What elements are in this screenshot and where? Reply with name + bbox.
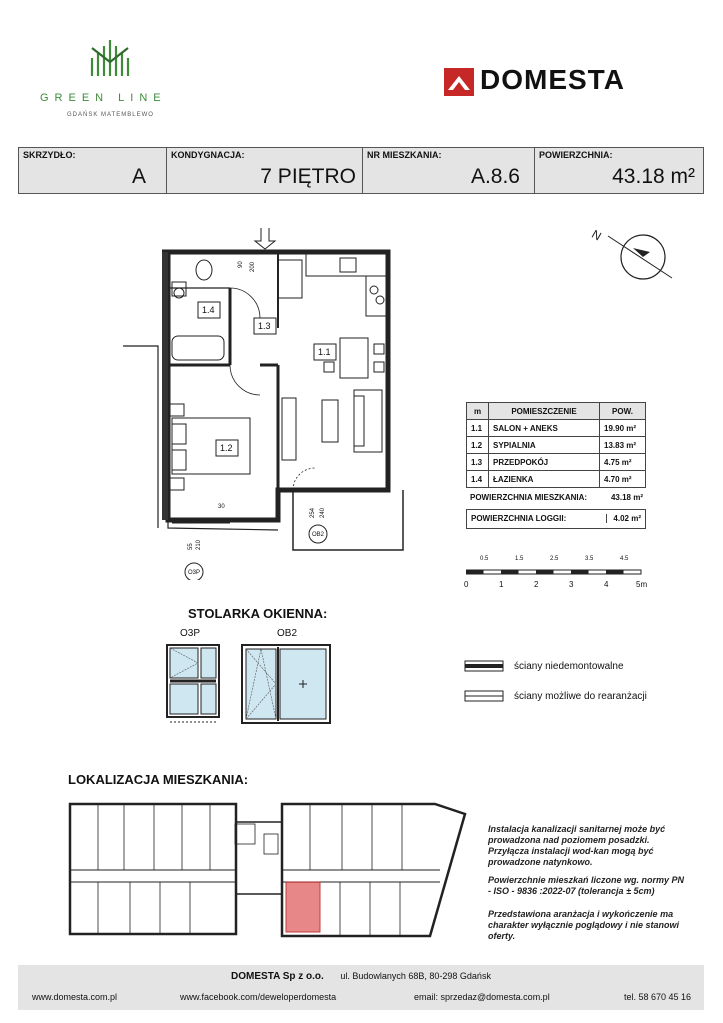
window-o3p-label: O3P <box>180 628 201 639</box>
scale-top-tick: 4.5 <box>620 556 629 562</box>
table-row <box>467 420 646 437</box>
col-header-number: m <box>467 403 489 420</box>
loggia-area-label: POWIERZCHNIA LOGGII: <box>471 514 567 523</box>
domesta-brand: DOMESTA <box>480 64 625 95</box>
wing-label: SKRZYDŁO: <box>23 150 76 160</box>
legend-movable-wall-label: ściany możliwe do rearanżacji <box>514 691 647 702</box>
table-row <box>467 437 646 454</box>
scale-bottom-tick: 3 <box>569 580 574 589</box>
legend <box>464 656 694 710</box>
note-sewage: Instalacja kanalizacji sanitarnej może być prowadzona nad poziomem posadzki. Przyłącza instalacji wod-kan mogą być prowadzone natynkowo. <box>488 824 666 867</box>
room-area: 19.90 m² <box>600 420 646 437</box>
floor-label: KONDYGNACJA: <box>171 150 245 160</box>
room-label-1-3: 1.3 <box>258 321 271 331</box>
room-label-1-2: 1.2 <box>220 443 233 453</box>
apartment-location-highlight <box>286 882 320 932</box>
scale-bottom-tick: 2 <box>534 580 539 589</box>
dim-200: 200 <box>250 261 256 272</box>
dim-90: 90 <box>238 261 244 268</box>
area-value: 43.18 m² <box>612 165 695 188</box>
window-ob2-drawing <box>241 644 333 728</box>
scale-top-tick: 1.5 <box>515 556 524 562</box>
greenline-logo <box>20 30 200 125</box>
col-header-room: POMIESZCZENIE <box>489 403 600 420</box>
scale-bottom-tick: 1 <box>499 580 504 589</box>
room-name: SYPIALNIA <box>489 437 600 454</box>
room-name: PRZEDPOKÓJ <box>489 454 600 471</box>
window-ob2-label: OB2 <box>277 628 298 639</box>
scale-bottom-tick: 4 <box>604 580 609 589</box>
room-area: 4.75 m² <box>600 454 646 471</box>
room-table-header <box>467 403 646 420</box>
dim-254: 254 <box>310 507 316 518</box>
entrance-arrow-icon <box>255 228 275 249</box>
loggia-area-value: 4.02 m² <box>606 514 641 523</box>
footer-phone: tel. 58 670 45 16 <box>624 992 692 1002</box>
room-name: SALON + ANEKS <box>489 420 600 437</box>
location-title: LOKALIZACJA MIESZKANIA: <box>68 772 249 787</box>
legend-fixed-wall-label: ściany niedemontowalne <box>514 661 624 672</box>
total-area-label: POWIERZCHNIA MIESZKANIA: <box>470 493 588 502</box>
domesta-logo <box>444 66 694 102</box>
footer-facebook[interactable]: www.facebook.com/deweloperdomesta <box>180 992 337 1002</box>
room-number: 1.4 <box>467 471 489 488</box>
dim-210: 210 <box>196 539 202 550</box>
area-label: POWIERZCHNIA: <box>539 150 613 160</box>
floor-cell <box>167 148 363 193</box>
wing-cell <box>19 148 167 193</box>
window-o3p-drawing <box>166 644 220 724</box>
footer-company: DOMESTA Sp z o.o. <box>231 971 324 982</box>
room-number: 1.1 <box>467 420 489 437</box>
tag-ob2: OB2 <box>312 532 325 538</box>
scale-bar <box>462 556 662 594</box>
windows-title: STOLARKA OKIENNA: <box>188 606 328 621</box>
total-area-value: 43.18 m² <box>610 493 643 502</box>
room-area: 13.83 m² <box>600 437 646 454</box>
scale-bottom-tick: 0 <box>464 580 469 589</box>
apartment-number-cell <box>363 148 535 193</box>
scale-top-tick: 2.5 <box>550 556 559 562</box>
dim-55: 55 <box>188 543 194 550</box>
room-area-table <box>466 402 646 488</box>
table-row <box>467 471 646 488</box>
area-cell <box>535 148 703 193</box>
svg-text:N: N <box>589 226 604 244</box>
scale-top-tick: 3.5 <box>585 556 594 562</box>
apartment-number-label: NR MIESZKANIA: <box>367 150 442 160</box>
wing-value: A <box>131 165 146 188</box>
footer-company-line <box>18 971 704 982</box>
legend-movable-wall-icon <box>464 690 504 702</box>
floor-value: 7 PIĘTRO <box>260 165 356 188</box>
col-header-area: POW. <box>600 403 646 420</box>
dim-240: 240 <box>320 507 326 518</box>
note-disclaimer: Przedstawiona aranżacja i wykończenie ma charakter wyłącznie poglądowy i nie stanowi oferty. <box>488 909 680 941</box>
room-name: ŁAZIENKA <box>489 471 600 488</box>
footer-address: ul. Budowlanych 68B, 80-298 Gdańsk <box>340 971 491 981</box>
footer-email[interactable]: email: sprzedaz@domesta.com.pl <box>414 992 550 1002</box>
compass-north-icon <box>588 222 678 292</box>
greenline-tree-icon <box>88 38 132 78</box>
footer-web[interactable]: www.domesta.com.pl <box>32 992 118 1002</box>
total-area-row <box>470 493 645 502</box>
location-building-plan <box>50 794 470 946</box>
room-label-1-1: 1.1 <box>318 347 331 357</box>
room-number: 1.3 <box>467 454 489 471</box>
tag-o3p: O3P <box>188 570 201 576</box>
dim-30: 30 <box>218 504 225 510</box>
scale-bottom-tick: 5m <box>636 580 648 589</box>
apartment-info-bar <box>18 147 704 194</box>
greenline-subtitle: GDAŃSK MATEMBLEWO <box>67 112 154 118</box>
legend-fixed-wall-icon <box>464 660 504 672</box>
domesta-mark-icon <box>444 68 474 96</box>
loggia-area-row <box>466 509 646 529</box>
scale-top-tick: 0.5 <box>480 556 489 562</box>
greenline-text: GREEN LINE <box>40 92 167 104</box>
table-row <box>467 454 646 471</box>
footer <box>18 965 704 1010</box>
room-number: 1.2 <box>467 437 489 454</box>
room-area: 4.70 m² <box>600 471 646 488</box>
floor-plan <box>118 228 408 580</box>
room-label-1-4: 1.4 <box>202 305 215 315</box>
apartment-number-value: A.8.6 <box>470 165 520 188</box>
scale-ruler <box>466 568 646 580</box>
note-area-standard: Powierzchnie mieszkań liczone wg. normy PN - ISO - 9836 :2022-07 (tolerancja ± 5cm) <box>488 875 685 896</box>
